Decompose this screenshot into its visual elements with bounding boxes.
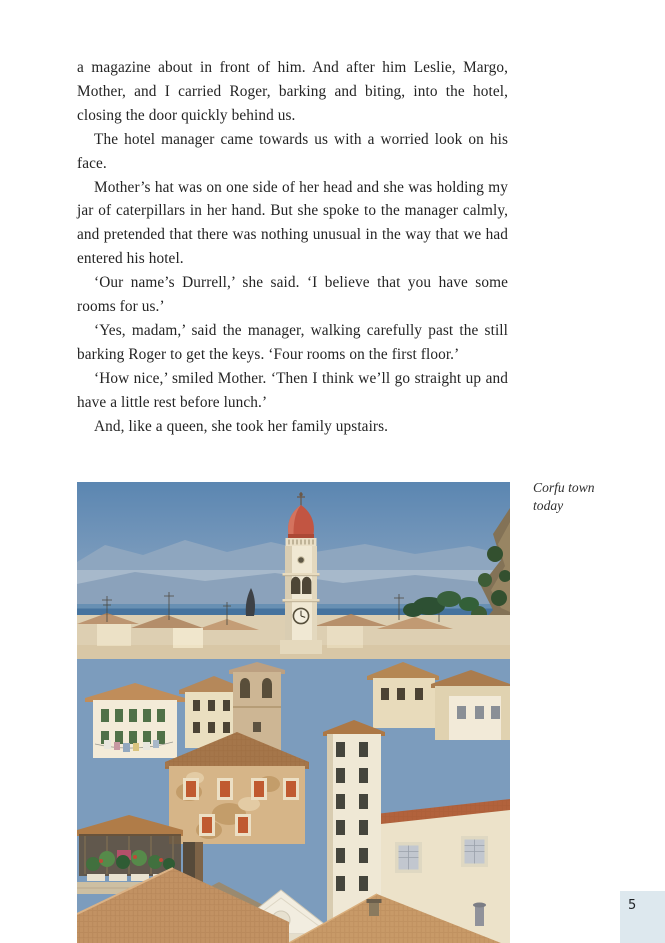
paragraph: ‘Our name’s Durrell,’ she said. ‘I believe that you have some rooms for us.’ (77, 274, 508, 316)
paragraph: Mother’s hat was on one side of her head and she was holding my jar of caterpillars in her hand. But she spoke to the manager calmly, and pretended that there was nothing unusual in the way that we had entered his hotel. (77, 178, 508, 268)
gray-shutter-window (461, 836, 488, 867)
photo-caption: Corfu town today (533, 480, 595, 513)
belfry-arch (291, 577, 300, 594)
corfu-town-photo (77, 482, 510, 943)
paragraph: ‘Yes, madam,’ said the manager, walking carefully past the still barking Roger to get the keys. ‘Four rooms on the first floor.’ (77, 321, 508, 363)
body-text (77, 56, 508, 439)
corfu-photo-scene (77, 482, 510, 943)
paragraph: And, like a queen, she took her family upstairs. (94, 417, 389, 435)
mottled-house (165, 732, 309, 844)
gray-shutter-window (395, 842, 422, 873)
paragraph: a magazine about in front of him. And after him Leslie, Margo, Mother, and I carried Roger, barking and biting, into the hotel, closing the door quickly behind us. (77, 59, 508, 124)
paragraph: The hotel manager came towards us with a worried look on his face. (77, 130, 508, 172)
tower-round-window (298, 557, 305, 564)
page-number: 5 (628, 898, 637, 913)
paragraph: ‘How nice,’ smiled Mother. ‘Then I think we’ll go straight up and have a little rest before lunch.’ (77, 369, 508, 411)
page-number-box (620, 891, 665, 943)
belfry-arch (302, 577, 311, 594)
